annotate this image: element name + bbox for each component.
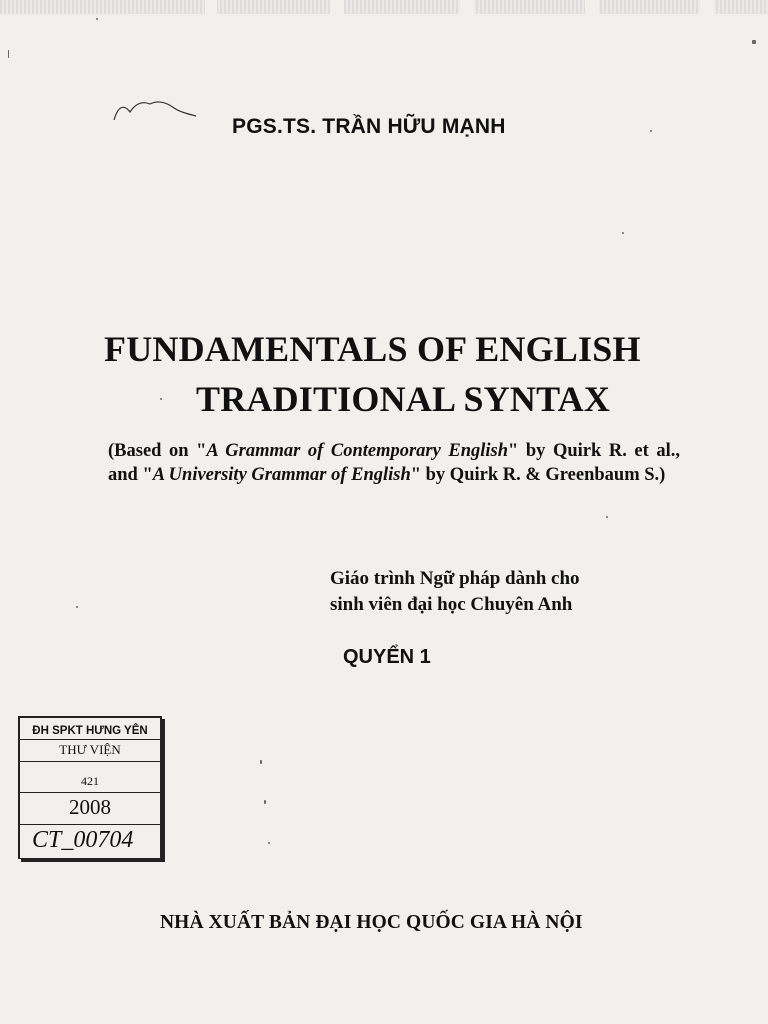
course-description	[330, 566, 580, 618]
stamp-classification: 421	[20, 762, 160, 793]
reference-book-2: A University Grammar of English	[152, 465, 411, 485]
scan-speck	[264, 800, 266, 804]
author-name: PGS.TS. TRẦN HỮU MẠNH	[232, 115, 506, 138]
scan-speck	[622, 232, 624, 234]
scan-edge-strip	[0, 0, 768, 14]
subtitle-text-2: " by Quirk R. et al., and "	[108, 441, 680, 485]
publisher-name: NHÀ XUẤT BẢN ĐẠI HỌC QUỐC GIA HÀ NỘI	[160, 912, 583, 933]
subtitle-based-on	[108, 439, 680, 487]
stamp-year: 2008	[20, 793, 160, 825]
book-title-line-2: TRADITIONAL SYNTAX	[196, 379, 611, 419]
scan-speck	[606, 516, 608, 518]
stamp-call-number: CT_00704	[20, 825, 160, 859]
stamp-institution: ĐH SPKT HƯNG YÊN	[20, 718, 160, 740]
pen-mark	[110, 96, 200, 126]
scan-speck	[260, 760, 262, 764]
book-title-line-1: FUNDAMENTALS OF ENGLISH	[104, 329, 641, 369]
library-stamp	[18, 716, 162, 859]
subtitle-text-1: (Based on "	[108, 441, 207, 461]
stamp-department: THƯ VIỆN	[20, 740, 160, 762]
scan-speck	[650, 130, 652, 132]
volume-label: QUYỂN 1	[343, 646, 431, 668]
scan-speck	[160, 398, 162, 400]
subtitle-text-3: " by Quirk R. & Greenbaum S.)	[410, 465, 666, 485]
reference-book-1: A Grammar of Contemporary English	[206, 441, 509, 461]
scan-speck	[76, 606, 78, 608]
scan-speck	[268, 842, 270, 844]
scan-speck	[96, 18, 98, 20]
course-description-line-1: Giáo trình Ngữ pháp dành cho	[330, 568, 580, 589]
scan-speck	[8, 50, 9, 58]
course-description-line-2: sinh viên đại học Chuyên Anh	[330, 594, 573, 615]
scan-speck	[752, 40, 756, 44]
